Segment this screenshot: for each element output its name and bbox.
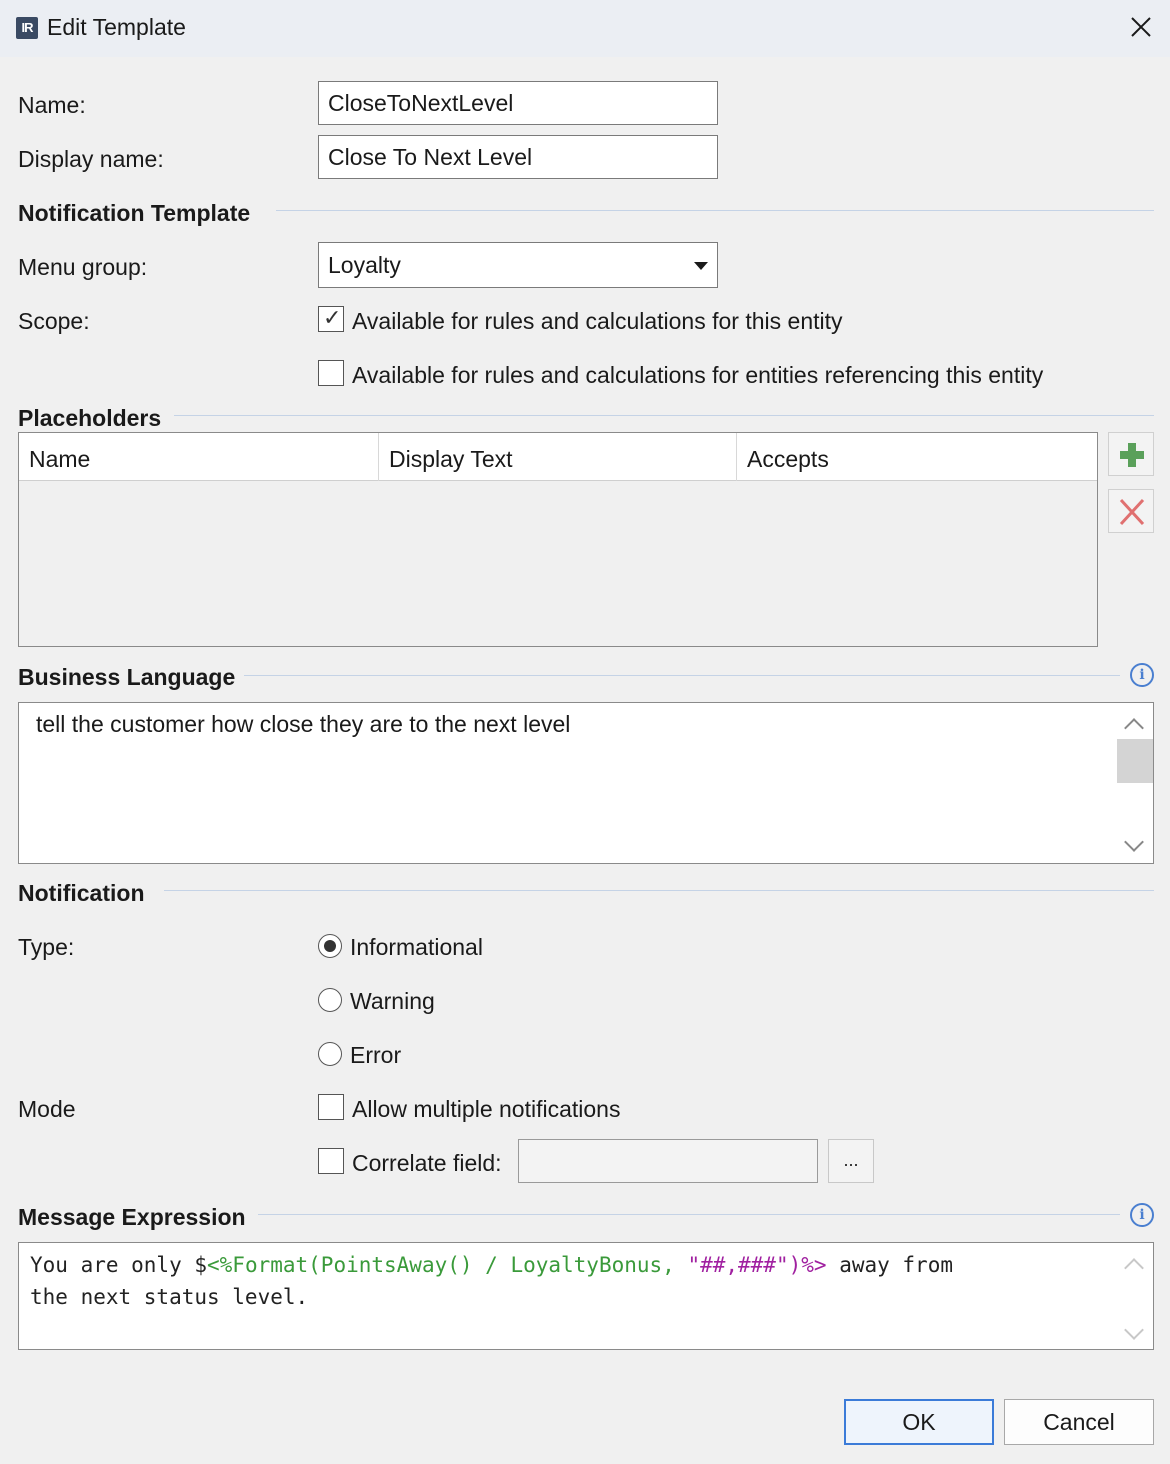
expression-line-1 <box>30 1249 953 1281</box>
allow-multiple-label: Allow multiple notifications <box>352 1096 621 1122</box>
window-title: Edit Template <box>47 14 186 40</box>
expression-text: away from <box>826 1253 953 1277</box>
section-divider <box>276 210 1154 211</box>
expression-text: You are only $ <box>30 1253 208 1277</box>
expression-line-2: the next status level. <box>30 1285 309 1309</box>
type-warning-radio[interactable] <box>318 988 342 1012</box>
business-language-heading: Business Language <box>18 664 236 690</box>
info-icon[interactable]: i <box>1130 663 1154 687</box>
placeholders-heading: Placeholders <box>18 405 162 431</box>
notification-template-heading: Notification Template <box>18 200 251 226</box>
correlate-field-label: Correlate field: <box>352 1150 502 1176</box>
menu-group-label: Menu group: <box>18 254 148 280</box>
scroll-down-icon[interactable] <box>1124 832 1144 852</box>
column-header-accepts[interactable]: Accepts <box>747 446 829 472</box>
info-icon[interactable]: i <box>1130 1203 1154 1227</box>
delete-x-icon <box>1109 490 1155 534</box>
column-header-display-text[interactable]: Display Text <box>379 433 737 481</box>
browse-button[interactable]: ... <box>828 1139 874 1183</box>
close-icon[interactable] <box>1126 12 1156 42</box>
allow-multiple-checkbox[interactable] <box>318 1094 344 1120</box>
correlate-field-input[interactable] <box>518 1139 818 1183</box>
business-language-text: tell the customer how close they are to the next level <box>36 711 571 737</box>
section-divider <box>164 890 1154 891</box>
cancel-button[interactable]: Cancel <box>1004 1399 1154 1445</box>
name-input[interactable]: CloseToNextLevel <box>318 81 718 125</box>
name-label: Name: <box>18 92 86 118</box>
plus-icon <box>1109 433 1155 477</box>
delete-placeholder-button[interactable] <box>1108 489 1154 533</box>
expression-code: <%Format(PointsAway() / LoyaltyBonus, <box>207 1253 688 1277</box>
app-icon: IR <box>16 17 38 39</box>
scroll-down-icon[interactable] <box>1124 1320 1144 1340</box>
type-warning-label: Warning <box>350 988 435 1014</box>
business-language-textarea[interactable] <box>18 702 1154 864</box>
table-header <box>19 433 1097 481</box>
scope-referencing-checkbox[interactable] <box>318 360 344 386</box>
add-placeholder-button[interactable] <box>1108 432 1154 476</box>
message-expression-editor[interactable] <box>18 1242 1154 1350</box>
scope-this-entity-label: Available for rules and calculations for this entity <box>352 308 843 334</box>
placeholders-table[interactable] <box>18 432 1098 647</box>
mode-label: Mode <box>18 1096 76 1122</box>
scrollbar[interactable] <box>1117 1243 1153 1349</box>
type-label: Type: <box>18 934 75 960</box>
column-header-name[interactable]: Name <box>19 433 379 481</box>
chevron-down-icon <box>694 262 708 270</box>
menu-group-value: Loyalty <box>328 252 401 278</box>
type-informational-radio[interactable] <box>318 934 342 958</box>
correlate-field-checkbox[interactable] <box>318 1148 344 1174</box>
expression-code-close: )%> <box>788 1253 827 1277</box>
section-divider <box>174 415 1154 416</box>
type-error-radio[interactable] <box>318 1042 342 1066</box>
section-divider <box>258 1214 1120 1215</box>
scroll-up-icon[interactable] <box>1124 718 1144 738</box>
type-informational-label: Informational <box>350 934 483 960</box>
section-divider <box>244 675 1120 676</box>
display-name-label: Display name: <box>18 146 164 172</box>
scrollbar[interactable] <box>1117 703 1153 863</box>
message-expression-heading: Message Expression <box>18 1204 246 1230</box>
scope-label: Scope: <box>18 308 90 334</box>
ok-button[interactable]: OK <box>844 1399 994 1445</box>
scroll-up-icon[interactable] <box>1124 1258 1144 1278</box>
display-name-input[interactable]: Close To Next Level <box>318 135 718 179</box>
scope-this-entity-checkbox[interactable] <box>318 306 344 332</box>
scope-referencing-label: Available for rules and calculations for entities referencing this entity <box>352 362 1044 388</box>
menu-group-select[interactable] <box>318 242 718 288</box>
scrollbar-thumb[interactable] <box>1117 739 1153 783</box>
type-error-label: Error <box>350 1042 402 1068</box>
notification-heading: Notification <box>18 880 145 906</box>
expression-string: "##,###" <box>687 1253 789 1277</box>
